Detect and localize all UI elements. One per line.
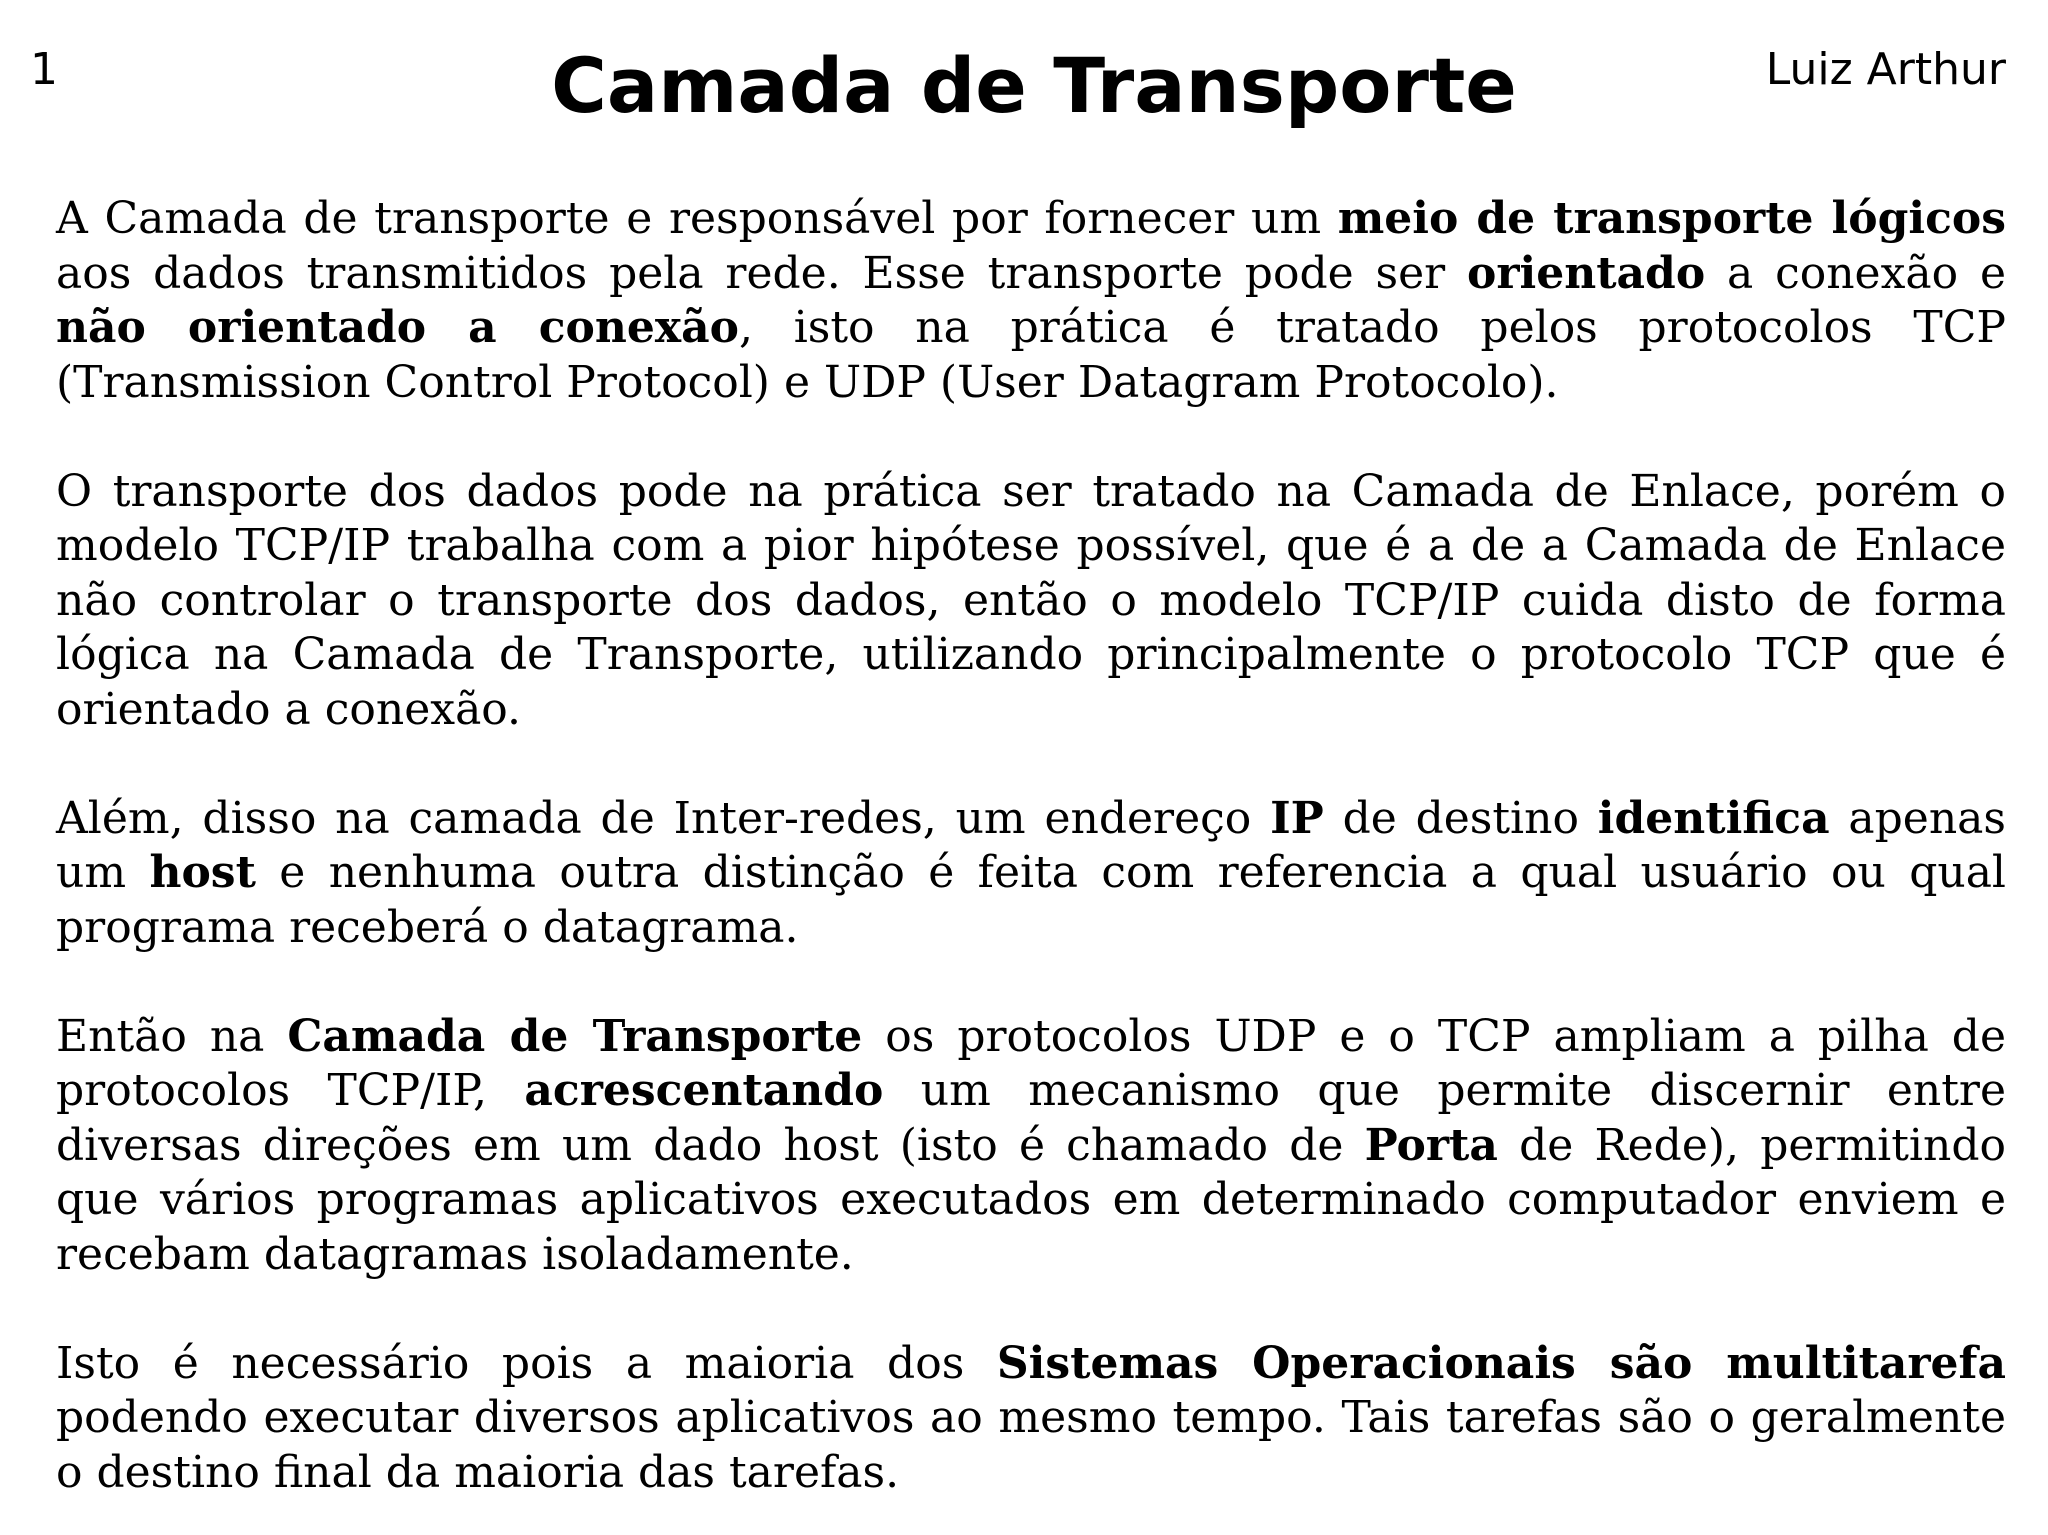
text-run: de destino [1323,792,1598,844]
text-run: , isto na prática é tratado pelos protocolos TCP (Transmission Control Protocol) e UDP (User Datagram Protocolo). [56,302,2006,408]
text-run: Além, disso na camada de Inter-redes, um endereço [56,792,1271,844]
text-run: Então na [56,1010,288,1062]
text-run-bold: identifica [1597,792,1830,844]
text-run: O transporte dos dados pode na prática ser tratado na Camada de Enlace, porém o modelo TCP/IP trabalha com a pior hipótese possível, que é a de a Camada de Enlace não controlar o transporte dos dados, então o modelo TCP/IP cuida disto de forma lógica na Camada de Transporte, utilizando principalmente o protocolo TCP que é orientado a conexão. [56,465,2006,735]
paragraph-4 [56,1010,2006,1283]
paragraph-1 [56,192,2006,410]
paragraph-2 [56,465,2006,738]
body-text [56,192,2006,1500]
text-run-bold: não orientado a conexão [56,302,739,353]
text-run: os protocolos UDP e o TCP ampliam a pilha de protocolos TCP/IP, [56,1010,2006,1116]
page-title: Camada de Transporte [551,41,1517,130]
text-run: aos dados transmitidos pela rede. Esse transporte pode ser [56,247,1467,299]
text-run-bold: Porta [1364,1119,1498,1171]
author-name: Luiz Arthur [1765,44,2006,95]
text-run-bold: meio de transporte lógicos [1337,193,2007,244]
text-run: e nenhuma outra distinção é feita com referencia a qual usuário ou qual programa receberá o datagrama. [56,847,2007,953]
text-run-bold: orientado [1466,247,1706,299]
text-run-bold: acrescentando [524,1065,884,1116]
page-number: 1 [30,44,58,95]
text-run: apenas um [56,792,2006,898]
text-run-bold: Camada de Transporte [287,1010,863,1062]
text-run: Isto é necessário pois a maioria dos [56,1337,997,1389]
text-run-bold: host [149,847,256,898]
text-run: de Rede), permitindo que vários programas aplicativos executados em determinado computador enviem e recebam datagramas isoladamente. [56,1119,2006,1280]
text-run-bold: Sistemas Operacionais são multitarefa [996,1337,2006,1389]
text-run: A Camada de transporte e responsável por fornecer um [56,193,1338,244]
paragraph-5 [56,1337,2006,1501]
paragraph-3 [56,792,2006,956]
text-run-bold: IP [1270,792,1324,844]
text-run: um mecanismo que permite discernir entre diversas direções em um dado host (isto é chamado de [56,1065,2006,1171]
text-run: a conexão e [1705,247,2006,299]
text-run: podendo executar diversos aplicativos ao mesmo tempo. Tais tarefas são o geralmente o destino final da maioria das tarefas. [56,1392,2006,1498]
